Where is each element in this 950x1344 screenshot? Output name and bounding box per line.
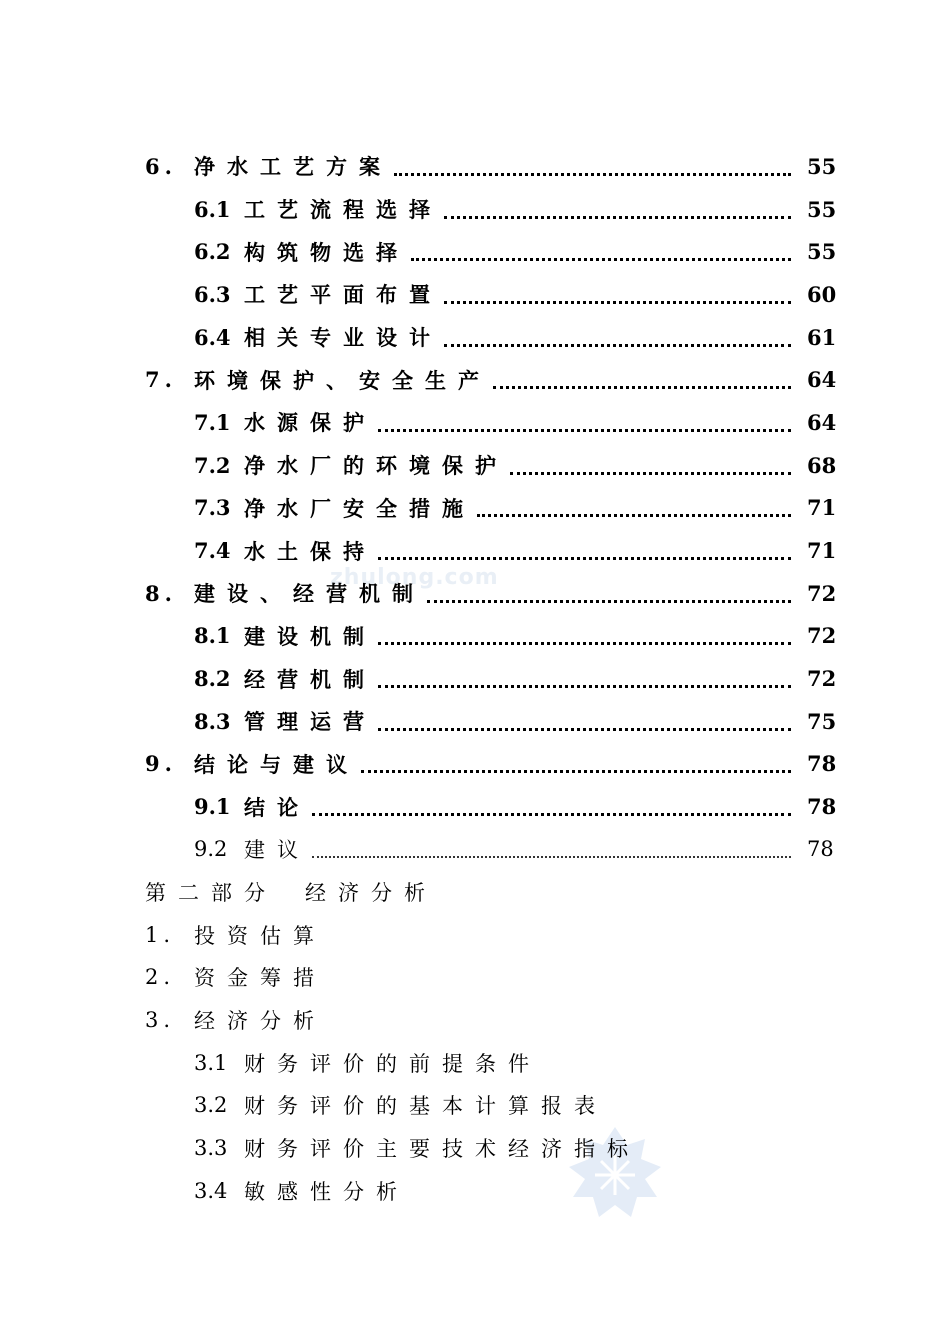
dot-leader <box>378 728 791 731</box>
toc-entry-number: 2. <box>145 965 176 990</box>
toc-entry-number: 3.3 <box>194 1136 228 1161</box>
toc-entry-8[interactable] <box>0 572 950 615</box>
toc-entry-6[interactable] <box>0 145 950 188</box>
toc-entry-title: 净水厂的环境保护 <box>244 453 508 479</box>
toc-entry-number: 8.1 <box>194 623 231 649</box>
dot-leader <box>378 557 791 560</box>
toc-entry-number: 6.1 <box>194 196 231 222</box>
toc-entry-title: 建设、经营机制 <box>194 581 425 607</box>
toc-entry-page: 78 <box>807 837 834 862</box>
toc-entry-number: 9. <box>145 751 177 777</box>
toc-entry-page: 60 <box>807 281 837 307</box>
toc-entry-title: 资金筹措 <box>194 966 326 991</box>
toc-entry-number: 7.3 <box>194 495 231 521</box>
watermark-text: zhulong.com <box>330 565 499 590</box>
toc-entry-title: 环境保护、安全生产 <box>194 367 491 393</box>
toc-entry-number: 6.4 <box>194 324 231 350</box>
toc-entry-page: 72 <box>807 666 837 692</box>
part-entry-3-1[interactable] <box>0 1041 950 1084</box>
toc-entry-number: 7. <box>145 367 177 393</box>
dot-leader <box>427 600 791 603</box>
toc-entry-page: 55 <box>807 239 837 265</box>
toc-entry-title: 水源保护 <box>244 410 376 436</box>
dot-leader <box>312 813 791 816</box>
dot-leader <box>477 514 791 517</box>
toc-entry-title: 敏感性分析 <box>244 1179 409 1204</box>
part-entry-3-3[interactable] <box>0 1127 950 1170</box>
toc-entry-number: 3.2 <box>194 1093 228 1118</box>
toc-entry-page: 55 <box>807 153 837 179</box>
toc-entry-number: 6.3 <box>194 281 231 307</box>
part-entry-3-4[interactable] <box>0 1170 950 1213</box>
toc-entry-number: 3.1 <box>194 1050 228 1075</box>
toc-entry-number: 8.2 <box>194 666 231 692</box>
dot-leader <box>378 685 791 688</box>
toc-entry-number: 7.2 <box>194 452 231 478</box>
toc-entry-title: 投资估算 <box>194 923 326 948</box>
toc-entry-title: 结论 <box>244 794 310 820</box>
toc-entry-number: 9.1 <box>194 794 231 820</box>
toc-entry-number: 3.4 <box>194 1178 228 1203</box>
part-title: 经济分析 <box>305 881 437 906</box>
toc-entry-6-2[interactable] <box>0 230 950 273</box>
dot-leader <box>510 472 791 475</box>
toc-entry-page: 71 <box>807 538 837 564</box>
toc-entry-8-3[interactable] <box>0 700 950 743</box>
toc-entry-8-1[interactable] <box>0 615 950 658</box>
toc-entry-page: 64 <box>807 367 837 393</box>
table-of-contents <box>0 145 950 1212</box>
part-entry-3[interactable] <box>0 999 950 1042</box>
toc-entry-page: 78 <box>807 751 837 777</box>
toc-entry-6-3[interactable] <box>0 273 950 316</box>
toc-entry-9-1[interactable] <box>0 785 950 828</box>
part-entry-2[interactable] <box>0 956 950 999</box>
dot-leader <box>493 386 791 389</box>
toc-entry-title: 净水厂安全措施 <box>244 495 475 521</box>
toc-entry-number: 8. <box>145 580 177 606</box>
part-entry-3-2[interactable] <box>0 1084 950 1127</box>
toc-entry-page: 75 <box>807 708 837 734</box>
toc-entry-title: 相关专业设计 <box>244 325 442 351</box>
toc-entry-page: 72 <box>807 580 837 606</box>
toc-entry-title: 工艺平面布置 <box>244 282 442 308</box>
part-label: 第二部分 <box>145 881 277 906</box>
dot-leader <box>378 642 791 645</box>
toc-entry-7-1[interactable] <box>0 401 950 444</box>
toc-entry-page: 68 <box>807 452 837 478</box>
toc-entry-page: 72 <box>807 623 837 649</box>
toc-entry-title: 建设机制 <box>244 623 376 649</box>
toc-entry-title: 经济分析 <box>194 1009 326 1034</box>
part-two-heading[interactable] <box>0 871 950 914</box>
part-entry-1[interactable] <box>0 913 950 956</box>
dot-leader <box>444 301 791 304</box>
dot-leader <box>444 344 791 347</box>
toc-entry-title: 水土保持 <box>244 538 376 564</box>
toc-entry-7-3[interactable] <box>0 487 950 530</box>
toc-entry-number: 1. <box>145 922 176 947</box>
dot-leader <box>361 770 791 773</box>
toc-entry-title: 财务评价的前提条件 <box>244 1051 541 1076</box>
toc-entry-page: 71 <box>807 495 837 521</box>
toc-entry-7-4[interactable] <box>0 529 950 572</box>
toc-entry-number: 7.1 <box>194 409 231 435</box>
toc-entry-6-1[interactable] <box>0 188 950 231</box>
dot-leader <box>411 258 791 261</box>
toc-entry-9[interactable] <box>0 743 950 786</box>
toc-entry-title: 财务评价的基本计算报表 <box>244 1094 607 1119</box>
toc-entry-title: 财务评价主要技术经济指标 <box>244 1137 640 1162</box>
dot-leader <box>394 173 791 176</box>
toc-entry-number: 3. <box>145 1008 176 1033</box>
toc-entry-title: 经营机制 <box>244 666 376 692</box>
toc-entry-7-2[interactable] <box>0 444 950 487</box>
toc-entry-page: 78 <box>807 794 837 820</box>
toc-entry-title: 净水工艺方案 <box>194 154 392 180</box>
dot-leader <box>444 216 791 219</box>
toc-entry-title: 工艺流程选择 <box>244 197 442 223</box>
toc-entry-title: 结论与建议 <box>194 751 359 777</box>
toc-entry-number: 8.3 <box>194 708 231 734</box>
toc-entry-number: 9.2 <box>194 837 228 862</box>
toc-entry-title: 管理运营 <box>244 709 376 735</box>
toc-entry-page: 55 <box>807 196 837 222</box>
toc-entry-number: 6.2 <box>194 239 231 265</box>
toc-entry-number: 6. <box>145 153 177 179</box>
toc-entry-9-2[interactable] <box>0 828 950 871</box>
toc-entry-page: 61 <box>807 324 837 350</box>
dot-leader <box>312 856 791 858</box>
toc-entry-title: 建议 <box>244 838 310 863</box>
toc-entry-title: 构筑物选择 <box>244 239 409 265</box>
toc-entry-8-2[interactable] <box>0 657 950 700</box>
toc-entry-page: 64 <box>807 409 837 435</box>
toc-entry-6-4[interactable] <box>0 316 950 359</box>
dot-leader <box>378 429 791 432</box>
toc-entry-7[interactable] <box>0 358 950 401</box>
toc-entry-number: 7.4 <box>194 538 231 564</box>
